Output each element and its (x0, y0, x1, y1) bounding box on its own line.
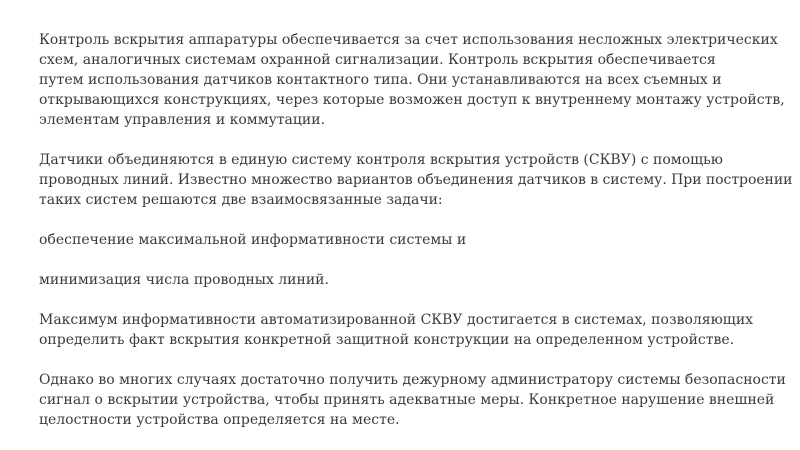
text-line: определить факт вскрытия конкретной защитной конструкции на определенном устройстве. (39, 332, 735, 348)
text-line: открывающихся конструкциях, через которые возможен доступ к внутреннему монтажу устройств, (39, 92, 785, 108)
paragraph-gap (39, 290, 770, 310)
text-line: целостности устройства определяется на месте. (39, 412, 400, 428)
paragraph-6 (39, 370, 786, 430)
paragraph-5 (39, 310, 770, 350)
paragraph-3 (39, 230, 770, 250)
text-line: сигнал о вскрытии устройства, чтобы принять адекватные меры. Конкретное нарушение внешней (39, 392, 775, 408)
paragraph-gap (39, 350, 770, 370)
text-line: элементам управления и коммутации. (39, 112, 326, 128)
text-line: минимизация числа проводных линий. (39, 272, 329, 288)
text-line: обеспечение максимальной информативности системы и (39, 232, 467, 248)
text-line: Максимум информативности автоматизированной СКВУ достигается в системах, позволяющих (39, 312, 754, 328)
text-line: таких систем решаются две взаимосвязанные задачи: (39, 192, 443, 208)
paragraph-gap (39, 130, 770, 150)
paragraph-gap (39, 210, 770, 230)
paragraph-4 (39, 270, 770, 290)
text-line: проводных линий. Известно множество вариантов объединения датчиков в систему. При построении (39, 172, 793, 188)
text-line: схем, аналогичных системам охранной сигнализации. Контроль вскрытия обеспечивается (39, 52, 716, 68)
text-line: путем использования датчиков контактного типа. Они устанавливаются на всех съемных и (39, 72, 722, 88)
paragraph-gap (39, 250, 770, 270)
text-line: Контроль вскрытия аппаратуры обеспечивается за счет использования несложных электрических (39, 32, 778, 48)
paragraph-1 (39, 30, 785, 130)
text-line: Датчики объединяются в единую систему контроля вскрытия устройств (СКВУ) с помощью (39, 152, 723, 168)
paragraph-2 (39, 150, 793, 210)
text-line: Однако во многих случаях достаточно получить дежурному администратору системы безопасности (39, 372, 786, 388)
